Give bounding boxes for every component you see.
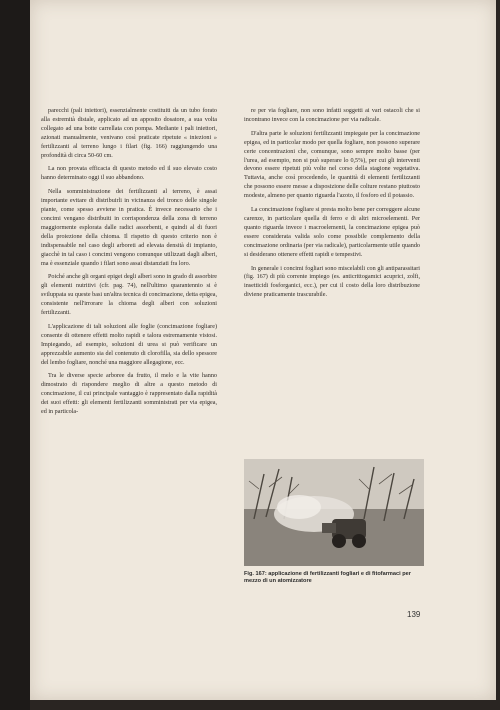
right-paragraph-1: re per via fogliare, non sono infatti soggetti ai vari ostacoli che si incontrano invece con la concimazione per via radicale.	[244, 108, 420, 123]
photo-illustration	[244, 459, 424, 566]
left-paragraph-6: Tra le diverse specie arboree da frutto, il melo e la vite hanno dimostrato di rispondere meglio di altre a questo metodo di concimazione, il cui principale vantaggio è rappresentato dalla rapidità dei suoi effetti: gli elementi fertilizzanti somministrati per via epigea, ed in particola-	[41, 373, 217, 416]
right-paragraph-2: D'altra parte le soluzioni fertilizzanti impiegate per la concimazione epigea, ed in particolar modo per quella fogliare, non possono superare certe concentrazioni che, comunque, sono sempre molto basse (per l'urea, ad esempio, non si può superare lo 0,5%), per cui gli interventi devono essere ripetuti più volte nel corso della stagione vegetativa. Tuttavia, anche così procedendo, le quantità di elementi fertilizzanti che possono essere messe a disposizione delle colture restano piuttosto modeste, almeno per quanto riguarda l'azoto, il fosforo ed il potassio.	[244, 130, 420, 200]
left-paragraph-1: parecchi (pali iniettori), essenzialmente costituiti da un tubo forato alla estremità distale, applicato ad un apposito dosatore, a sua volta collegato ad una botte carrellata con pompa. Mediante i pali iniettori, azionati manualmente, venivano così praticate ripetute « iniezioni » fertilizzanti al terreno lungo i filari (fig. 166) raggiungendo una profondità di circa 50-60 cm.	[41, 108, 217, 159]
left-paragraph-5: L'applicazione di tali soluzioni alle foglie (concimazione fogliare) consente di ottenere effetti molto rapidi e talora estremamente vistosi. Impiegando, ad esempio, soluzioni di urea si può verificare un apprezzabile aumento sia del contenuto di clorofilla, sia dello spessore del lembo fogliare, nonché una maggiore allegagione, ecc.	[41, 323, 217, 366]
page-number: 139	[407, 610, 421, 619]
figure-caption: Fig. 167: applicazione di fertilizzanti fogliari e di fitofarmaci per mezzo di un atomizzatore	[244, 571, 411, 585]
left-paragraph-4: Poiché anche gli organi epigei degli alberi sono in grado di assorbire gli elementi nutritivi (cfr. pag. 74), nell'ultimo quarantennio si è sviluppata su queste basi un'altra tecnica di concimazione, detta epigea, consistente nell'irrorare la chioma degli alberi con soluzioni fertilizzanti.	[41, 274, 217, 317]
right-paragraph-4: In generale i concimi fogliari sono miscelabili con gli antiparassitari (fig. 167) di più corrente impiego (es. anticrittogamici acuprici, zolfi, insetticidi fosforganici, ecc.), per cui il costo della loro distribuzione diviene praticamente trascurabile.	[244, 265, 420, 299]
left-paragraph-2: La non provata efficacia di questo metodo ed il suo elevato costo hanno determinato oggi il suo abbandono.	[41, 166, 217, 182]
left-paragraph-3: Nella somministrazione dei fertilizzanti al terreno, è assai importante evitare di distribuirli in vicinanza del tronco delle singole piante, come spesso avviene in pratica. È invece necessario che i concimi vengano distribuiti in corrispondenza della zona di terreno maggiormente esplorata dalle radici assorbenti, e quindi al di fuori della proiezione della chioma. Il rispetto di questo criterio non è indispensabile nel caso degli arboreti ad elevata densità di impianto, giacchè in tal caso i concimi vengono comunque utilizzati dagli alberi, ma è essenziale quando i filari sono assai distanziati fra loro.	[41, 189, 217, 267]
right-paragraph-3: La concimazione fogliare si presta molto bene per correggere alcune carenze, in particolare quella di ferro e di altri microelementi. Per quanto riguarda invece i macroelementi, la concimazione epigea può essere considerata valida solo come possibile complemento della concimazione ordinaria (per via radicale), particolarmente utile quando si desiderano ottenere effetti rapidi e tempestivi.	[244, 207, 420, 258]
left-page-edge	[0, 0, 30, 710]
orchard-sprayer-photo	[244, 459, 424, 566]
left-column	[41, 107, 217, 422]
right-column	[244, 107, 420, 305]
